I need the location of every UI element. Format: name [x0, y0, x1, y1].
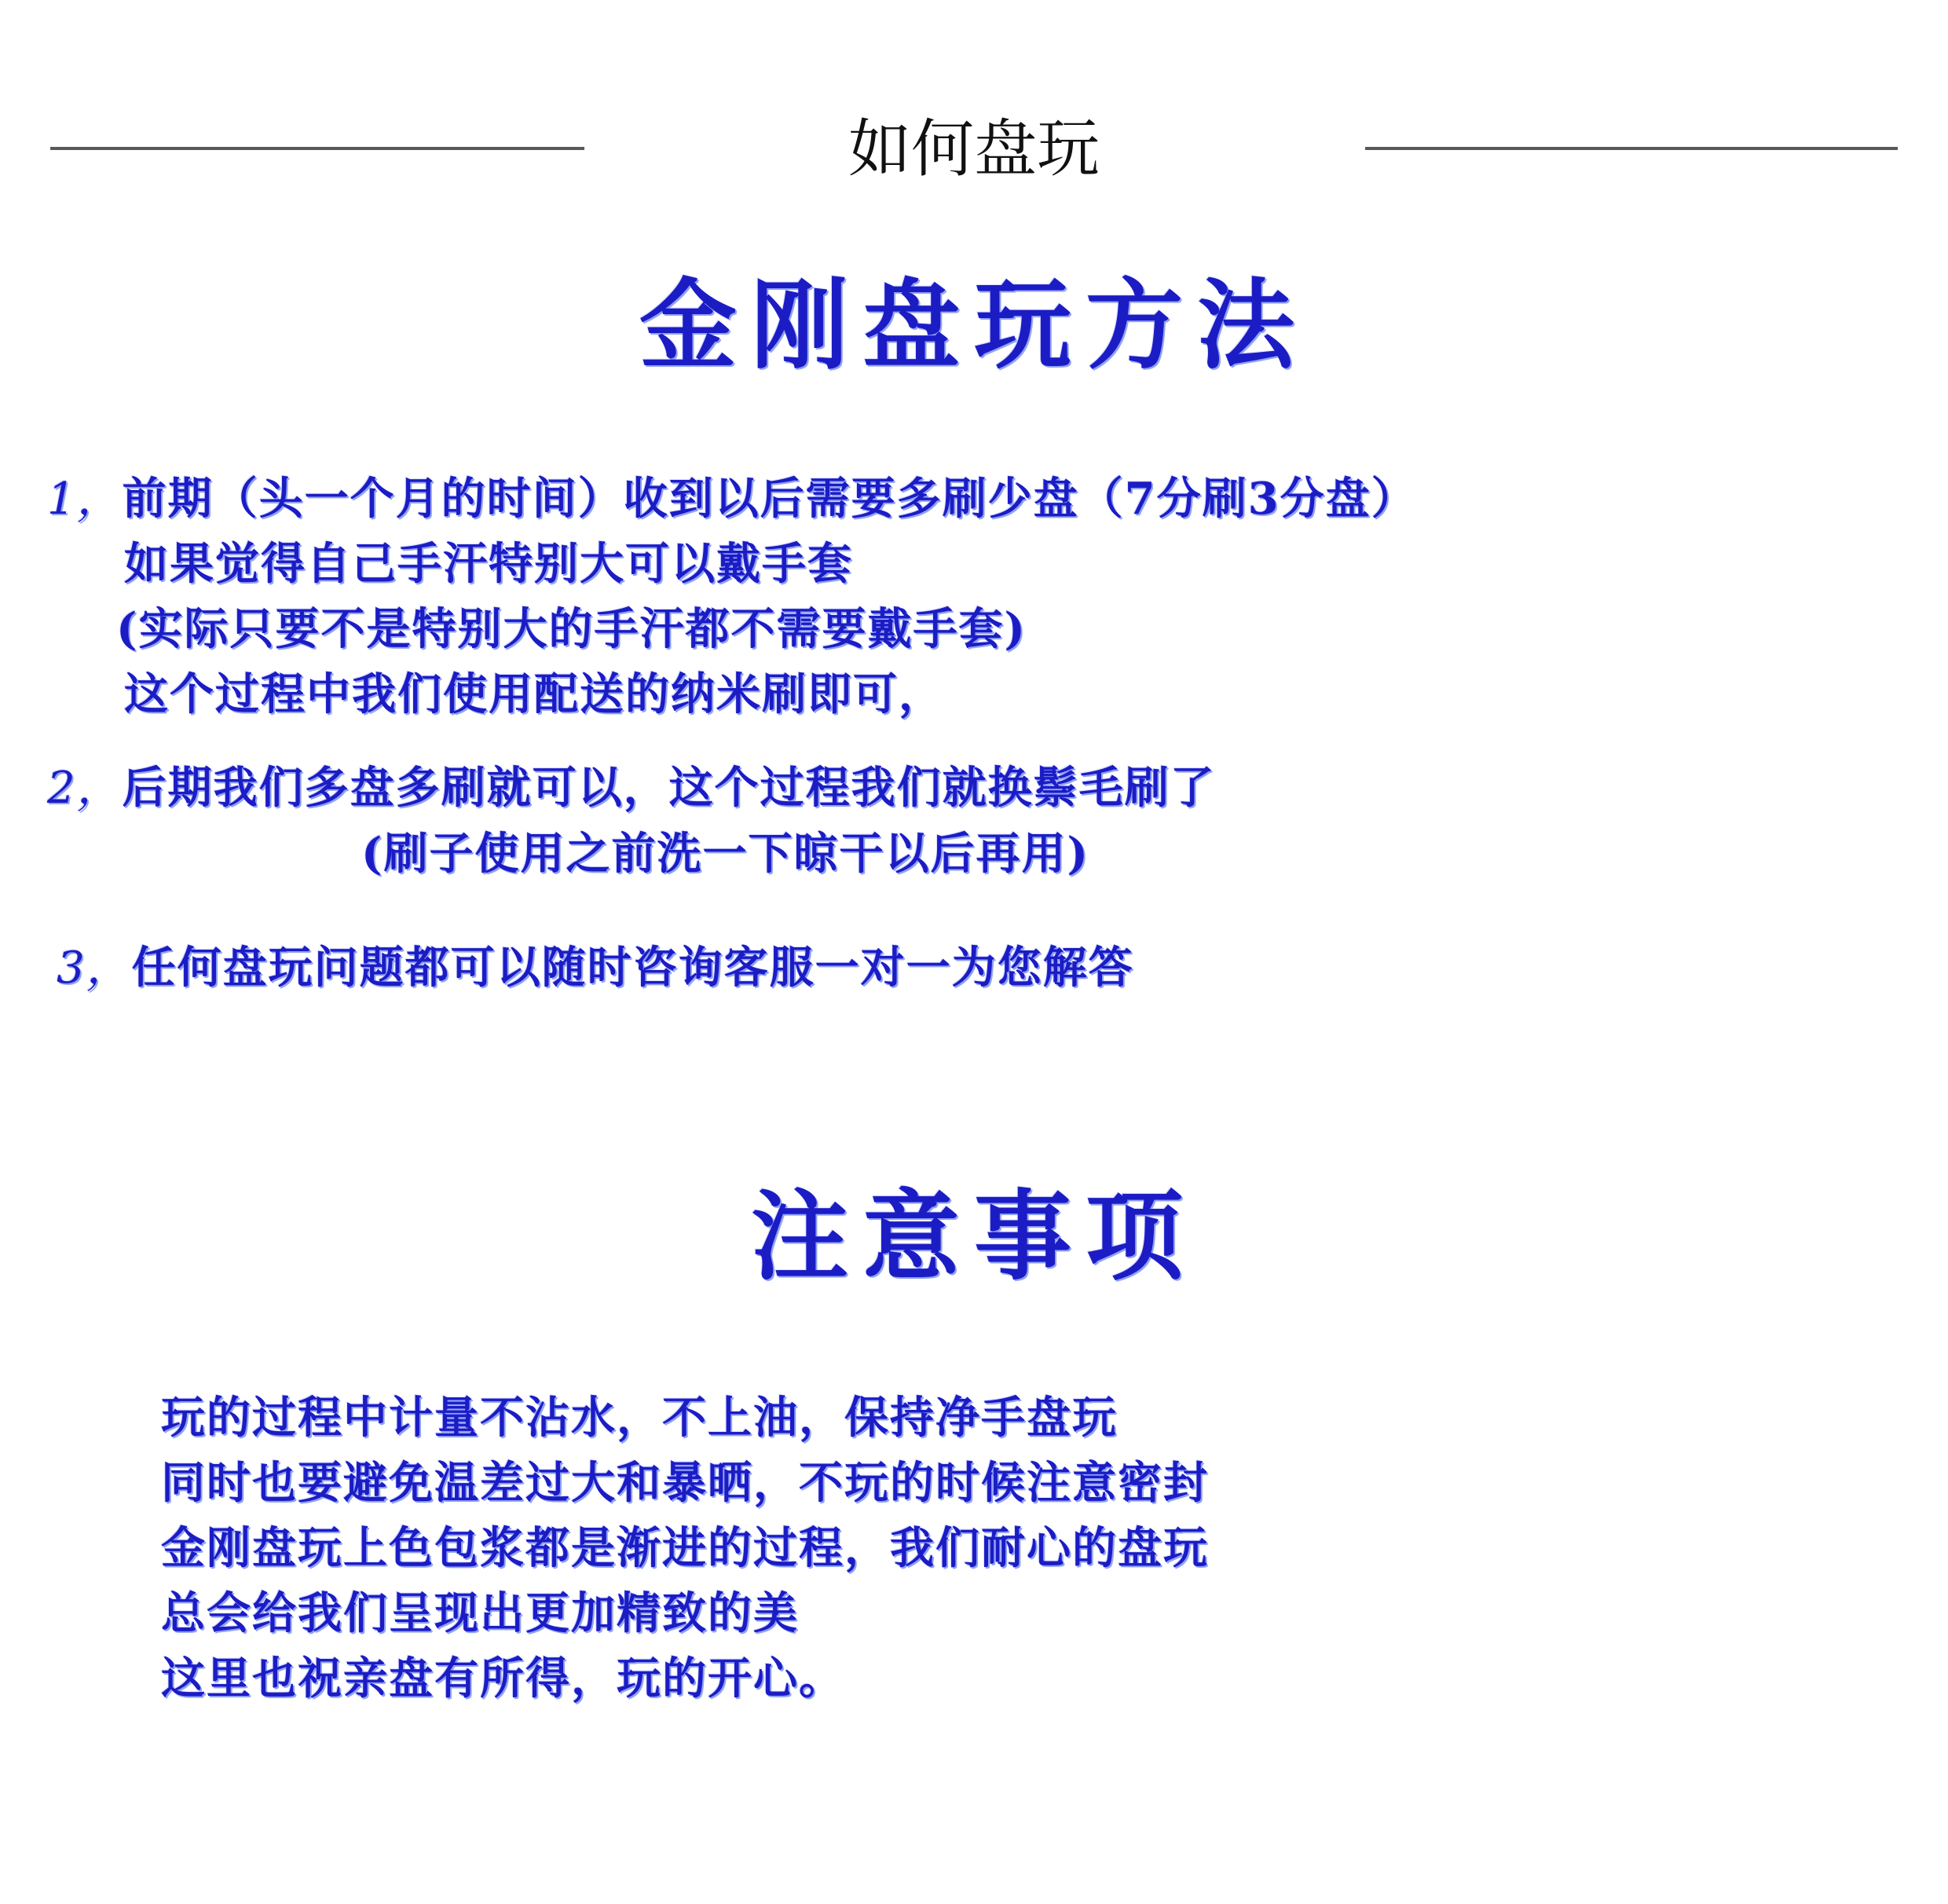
method-item-3-first-line — [57, 940, 1134, 996]
method-item-1-line-2: 如果觉得自己手汗特别大可以戴手套 — [124, 538, 853, 590]
header-divider-right — [1365, 147, 1898, 150]
notes-line-2: 同时也要避免温差过大和暴晒，不玩的时候注意密封 — [161, 1457, 1209, 1509]
method-heading: 金刚盘玩方法 — [639, 269, 1309, 383]
method-item-3-text: 任何盘玩问题都可以随时咨询客服一对一为您解答 — [131, 942, 1134, 994]
notes-line-1: 玩的过程中计量不沾水，不上油，保持净手盘玩 — [161, 1392, 1118, 1444]
notes-line-4: 总会给我们呈现出更加精致的美 — [161, 1587, 799, 1639]
notes-line-5: 这里也祝亲盘有所得，玩的开心。 — [161, 1653, 844, 1704]
notes-heading: 注意事项 — [750, 1180, 1197, 1294]
method-item-1-line-3: (实际只要不是特别大的手汗都不需要戴手套) — [116, 603, 1027, 655]
method-item-2-number: 2， — [47, 763, 123, 814]
method-item-3-number: 3， — [57, 943, 132, 994]
method-item-1-number: 1， — [47, 474, 123, 525]
notes-line-3: 金刚盘玩上色包浆都是渐进的过程，我们耐心的盘玩 — [161, 1522, 1209, 1574]
method-item-2-line-2: (刷子使用之前洗一下晾干以后再用) — [361, 828, 1089, 880]
method-item-1-line-4: 这个过程中我们使用配送的纳米刷即可， — [124, 668, 944, 720]
method-item-1-first-line — [47, 471, 1417, 527]
method-item-2-text: 后期我们多盘多刷就可以，这个过程我们就换鬃毛刷了 — [122, 762, 1216, 814]
method-item-1-text: 前期（头一个月的时间）收到以后需要多刷少盘（7分刷3分盘） — [122, 473, 1417, 525]
method-item-2-first-line — [47, 760, 1216, 816]
page-title: 如何盘玩 — [848, 112, 1100, 185]
